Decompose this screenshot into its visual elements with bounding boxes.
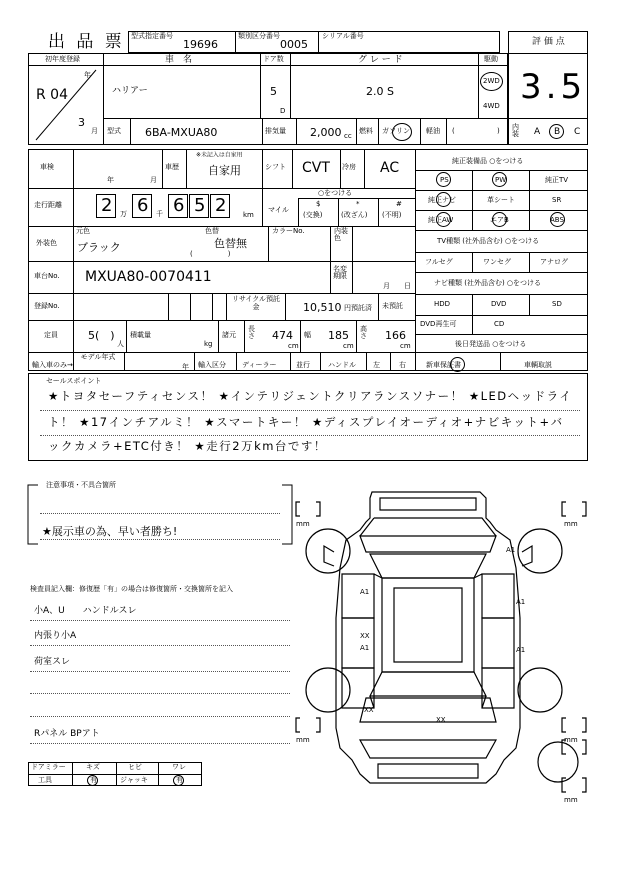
- handle-label: ハンドル: [328, 361, 356, 369]
- first-reg-label: 初年度登録: [45, 55, 80, 63]
- orig-color-value: ブラック: [77, 241, 121, 254]
- notes-text: ★展示車の為、早い者勝ち!: [42, 525, 178, 538]
- first-reg-month-mark: 月: [91, 127, 98, 135]
- mileage-digit-5: 2: [215, 195, 227, 216]
- displacement-unit: cc: [344, 132, 352, 140]
- damage-mark-1: A1: [506, 546, 516, 554]
- drive-2wd: 2WD: [483, 77, 500, 85]
- displacement-value: 2,000: [310, 126, 342, 139]
- sales-line-3: ックカメラ+ETC付き！ ★走行2万km台です！: [48, 439, 327, 453]
- mileage-unit: km: [243, 211, 254, 219]
- dealer-label: ディーラー: [242, 361, 277, 369]
- legend-jack: ジャッキ: [120, 776, 148, 784]
- mm-label-fl: mm: [296, 520, 310, 528]
- first-reg-month: 3: [78, 116, 85, 129]
- legend-break: ワレ: [172, 763, 186, 771]
- serial-label: シリアル番号: [322, 32, 364, 40]
- mile-label: マイル: [268, 206, 289, 214]
- capacity-value: 5( ): [88, 329, 115, 342]
- hash-sym: #: [396, 200, 402, 208]
- equip-tv: 純正TV: [545, 176, 569, 184]
- reg-label: 登録No.: [34, 302, 60, 310]
- damage-mark-5: A1: [360, 644, 370, 652]
- length-label: 長さ: [248, 325, 255, 341]
- drive-4wd: 4WD: [483, 102, 500, 110]
- equip-leather: 革シート: [487, 196, 515, 204]
- inspection-year-mark: 年: [107, 176, 114, 184]
- inspector-label: 検査員記入欄：修復歴「有」の場合は修復箇所・交換箇所を記入: [30, 585, 233, 593]
- later-ship-label: 後日発送品 ○をつける: [455, 340, 527, 348]
- first-reg-year-mark: 年: [84, 71, 91, 79]
- grade-label: グ レ ー ド: [358, 55, 403, 65]
- recycle-paid: 預託済: [351, 304, 372, 312]
- mileage-label: 走行距離: [34, 201, 62, 209]
- height-label: 高さ: [360, 325, 367, 341]
- type-cert-value: 19696: [183, 38, 218, 51]
- width-unit: cm: [343, 342, 354, 350]
- mm-label-spare: mm: [564, 796, 578, 804]
- fuel-label: 燃料: [359, 127, 373, 135]
- inspection-label: 車検: [40, 163, 54, 171]
- hash-label: (不明): [382, 211, 402, 219]
- drive-label: 駆動: [484, 55, 498, 63]
- fuel-diesel: 軽油: [426, 127, 440, 135]
- drive-2wd-circle: [480, 72, 503, 91]
- title-change-month: 月: [383, 282, 390, 290]
- interior-b-circle: [549, 124, 564, 139]
- mm-label-rl: mm: [296, 736, 310, 744]
- form-title: 出 品 票: [48, 32, 125, 52]
- parallel-label: 並行: [296, 361, 310, 369]
- interior-label: 内装: [512, 123, 519, 138]
- import-label: 輸入車のみ→: [32, 361, 73, 369]
- legend-mirror: ドアミラー: [31, 763, 66, 771]
- navi-type-label: ナビ種類 (社外品含む) ○をつける: [434, 279, 542, 287]
- interior-b: B: [554, 127, 561, 137]
- model-year-label: モデル年式: [80, 353, 116, 361]
- doors-suffix: D: [280, 107, 286, 115]
- color-num-label: 色替: [205, 227, 219, 235]
- model-value: 6BA-MXUA80: [145, 126, 218, 139]
- damage-mark-2: A1: [360, 588, 370, 596]
- interior-a: A: [534, 127, 541, 137]
- history-note: ※未記入は自家用: [196, 151, 243, 158]
- equip-pw: PW: [495, 176, 507, 184]
- handle-left: 左: [373, 361, 380, 369]
- damage-mark-4: XX: [360, 632, 370, 640]
- doors-value: 5: [270, 85, 277, 98]
- grade-value: 2.0 S: [366, 85, 394, 98]
- mileage-sen: 千: [156, 210, 163, 218]
- navi-dvd: DVD: [491, 300, 507, 308]
- type-cert-label: 型式指定番号: [131, 32, 173, 40]
- length-unit: cm: [288, 342, 299, 350]
- capacity-label: 定員: [44, 331, 58, 339]
- category-label: 類別区分番号: [238, 32, 280, 40]
- title-change-label: 名変期限: [333, 265, 347, 281]
- width-value: 185: [328, 329, 349, 342]
- shift-label: シフト: [265, 163, 286, 171]
- navi-sd: SD: [552, 300, 562, 308]
- history-value: 自家用: [208, 164, 241, 177]
- height-unit: cm: [400, 342, 411, 350]
- car-name-label: 車 名: [165, 55, 193, 65]
- later-warranty: 新車保証書: [426, 361, 461, 369]
- handle-right: 右: [399, 361, 406, 369]
- legend-jack-yes: 有: [176, 776, 183, 784]
- color-paren: ( ): [190, 250, 231, 258]
- fuel-paren-open: (: [452, 127, 455, 135]
- inspector-line-1: 小A、U ハンドルスレ: [34, 606, 137, 616]
- inspector-line-6: Rパネル BPアト: [34, 729, 100, 739]
- notes-bracket: [26, 482, 296, 552]
- mm-label-rr: mm: [564, 736, 578, 744]
- damage-mark-3: A1: [516, 598, 526, 606]
- recycle-value: 10,510: [303, 301, 342, 314]
- legend-tools: 工具: [38, 776, 52, 784]
- color-change-value: 色替無: [214, 237, 247, 250]
- sales-line-1: ★トヨタセーフティセンス！ ★インテリジェントクリアランスソナー！ ★LEDヘッドライ: [48, 389, 573, 403]
- color-label: 外装色: [36, 239, 57, 247]
- model-label: 型式: [107, 127, 121, 135]
- model-year-mark: 年: [182, 363, 189, 371]
- ac-value: AC: [380, 160, 400, 176]
- equip-aw: 純正AW: [428, 216, 454, 224]
- car-body-diagram: [290, 478, 590, 813]
- star-label: (改ざん): [341, 211, 368, 219]
- inspection-month-mark: 月: [150, 176, 157, 184]
- damage-mark-8: XX: [436, 716, 446, 724]
- mm-label-fr: mm: [564, 520, 578, 528]
- dollar-label: (交換): [303, 211, 323, 219]
- recycle-label: リサイクル預託金: [231, 295, 281, 311]
- legend-scratch: キズ: [86, 763, 100, 771]
- damage-mark-7: XX: [364, 706, 374, 714]
- mileage-attach-label: ○をつける: [318, 189, 353, 197]
- mileage-digit-3: 6: [173, 195, 185, 216]
- legend-crack: ヒビ: [128, 763, 142, 771]
- ac-label: 冷房: [342, 163, 356, 171]
- interior-c: C: [574, 127, 581, 137]
- capacity-unit: 人: [117, 340, 124, 348]
- equip-navi: 純正ナビ: [428, 196, 456, 204]
- inspector-line-2: 内張り小A: [34, 631, 77, 641]
- width-label: 幅: [304, 331, 311, 339]
- damage-mark-6: A1: [516, 646, 526, 654]
- tv-full: フルセグ: [425, 258, 453, 266]
- recycle-unpaid: 未預託: [382, 302, 403, 310]
- fuel-paren-close: ): [497, 127, 500, 135]
- fuel-gas-circle: [392, 123, 412, 141]
- mileage-digit-2: 6: [137, 195, 149, 216]
- chassis-value: MXUA80-0070411: [85, 269, 212, 285]
- mileage-digit-1: 2: [101, 195, 113, 216]
- interior-color-label: 内装色: [334, 227, 348, 243]
- dvd-play-label: DVD再生可: [420, 320, 457, 328]
- rating-label: 評 価 点: [532, 37, 565, 47]
- sales-points-label: セールスポイント: [46, 377, 102, 385]
- fuel-gas: ガソリン: [382, 127, 410, 135]
- displacement-label: 排気量: [265, 127, 286, 135]
- car-name: ハリアー: [112, 86, 148, 96]
- orig-color-label: 元色: [76, 227, 90, 235]
- inspector-line-3: 荷室スレ: [34, 657, 71, 667]
- equip-ps: PS: [440, 176, 449, 184]
- tv-one: ワンセグ: [483, 258, 511, 266]
- load-unit: kg: [204, 340, 213, 348]
- length-value: 474: [272, 329, 293, 342]
- navi-hdd: HDD: [434, 300, 451, 308]
- shift-value: CVT: [302, 160, 330, 176]
- rating-value: 3.5: [520, 67, 587, 107]
- legend-tools-yes: 有: [90, 776, 97, 784]
- tv-type-label: TV種類 (社外品含む) ○をつける: [437, 237, 540, 245]
- equip-abs: ABS: [550, 216, 564, 224]
- chassis-label: 車台No.: [34, 272, 60, 280]
- height-value: 166: [385, 329, 406, 342]
- mileage-digit-4: 5: [194, 195, 206, 216]
- history-label: 車歴: [165, 163, 179, 171]
- dollar-sym: $: [316, 200, 321, 208]
- category-value: 0005: [280, 38, 308, 51]
- equip-sr: SR: [552, 196, 562, 204]
- dims-label: 諸元: [222, 331, 236, 339]
- load-label: 積載量: [130, 331, 151, 339]
- equip-airbag: エアB: [490, 216, 509, 224]
- first-reg-era: R 04: [36, 87, 68, 103]
- doors-label: ドア数: [263, 55, 284, 63]
- tv-analog: アナログ: [540, 258, 568, 266]
- color-no-label: カラーNo.: [272, 227, 305, 235]
- notes-label: 注意事項・不具合箇所: [46, 481, 116, 489]
- cd-label: CD: [494, 320, 505, 328]
- mileage-man: 万: [120, 210, 127, 218]
- import-category-label: 輸入区分: [198, 361, 226, 369]
- later-manual: 車輌取説: [524, 361, 552, 369]
- sales-line-2: ト！ ★17インチアルミ！ ★スマートキー！ ★ディスプレイオーディオ+ナビキット+バ: [48, 415, 564, 429]
- star-sym: *: [356, 200, 360, 208]
- genuine-equip-label: 純正装備品 ○をつける: [452, 157, 524, 165]
- recycle-unit: 円: [344, 304, 351, 312]
